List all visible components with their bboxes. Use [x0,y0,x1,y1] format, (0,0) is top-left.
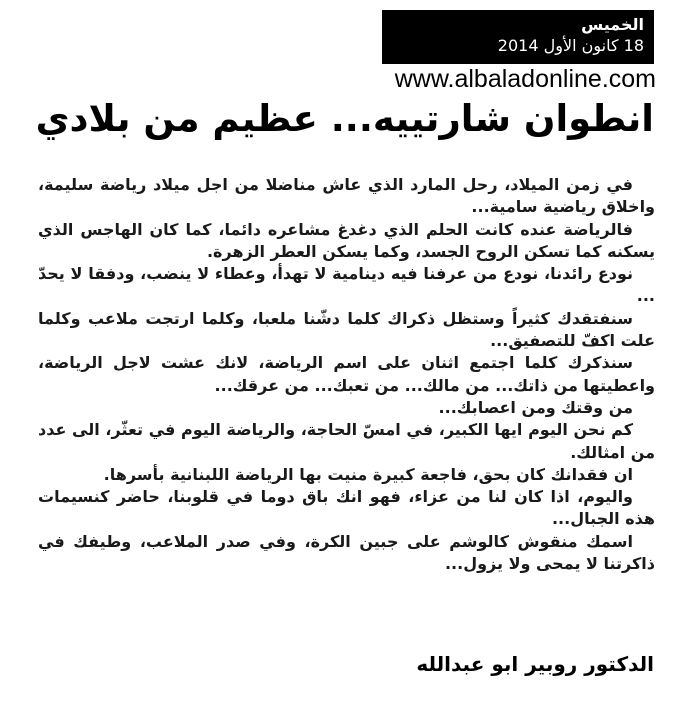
paragraph: ان فقدانك كان بحق، فاجعة كبيرة منيت بها الرياضة اللبنانية بأسرها. [103,464,633,484]
paragraph: اسمك منقوش كالوشم على جبين الكرة، وفي صدر الملاعب، وطيفك في ذاكرتنا لا يمحى ولا يزول... [38,531,655,574]
paragraph: واليوم، اذا كان لنا من عزاء، فهو انك باق دوما في قلوبنا، حاضر كنسيمات هذه الجبال... [38,487,655,529]
article-headline: انطوان شارتييه... عظيم من بلادي [35,97,654,140]
paragraph: في زمن الميلاد، رحل المارد الذي عاش مناضلا من اجل ميلاد رياضة سليمة، واخلاق رياضية سامية... [38,175,655,217]
paragraph: فالرياضة عنده كانت الحلم الذي دغدغ مشاعره دائما، كما كان الهاجس الذي يسكنه كما تسكن الروح الجسد، وكما يسكن العطر الزهرة. [38,219,655,261]
website-url[interactable]: www.albaladonline.com [394,65,656,93]
date-box [382,10,654,64]
paragraph: كم نحن اليوم ايها الكبير، في امسّ الحاجة، والرياضة اليوم في تعثّر، الى عدد من امثالك. [38,420,655,462]
author-signature: الدكتور روبير ابو عبدالله [416,652,654,676]
paragraph: سنفتقدك كثيراً وستظل ذكراك كلما دشّنا ملعبا، وكلما ارتجت ملاعب وكلما علت اكفّ للتصفيق... [38,308,655,351]
paragraph: من وقتك ومن اعصابك... [438,397,633,417]
paragraph: نودع رائدنا، نودع من عرفنا فيه دينامية لا تهدأ، وعطاء لا ينضب، ودفقا لا يحدّ ... [38,264,655,306]
article-body [38,174,655,575]
publication-day: الخميس [581,15,644,34]
paragraph: سنذكرك كلما اجتمع اثنان على اسم الرياضة، لانك عشت لاجل الرياضة، واعطيتها من ذاتك... من مالك... من تعبك... من عرقك... [38,353,655,395]
publication-date: 18 كانون الأول 2014 [497,36,644,55]
